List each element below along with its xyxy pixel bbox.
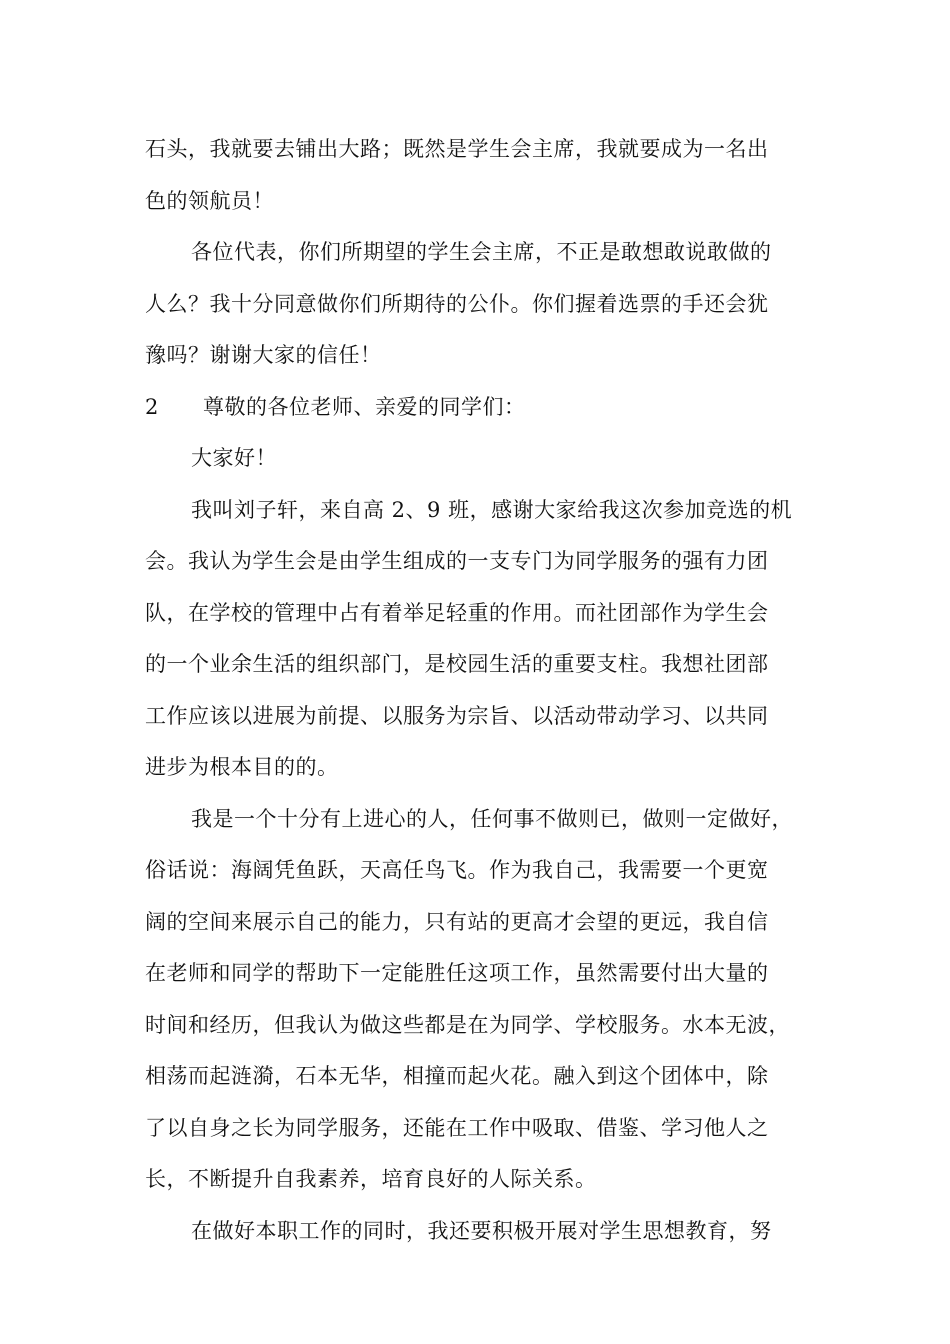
text-line: 我叫刘子轩，来自高 2、9 班，感谢大家给我这次参加竞选的机 — [191, 497, 793, 522]
text-line: 在做好本职工作的同时，我还要积极开展对学生思想教育，努 — [191, 1218, 772, 1243]
text-line: 相荡而起涟漪，石本无华，相撞而起火花。融入到这个团体中，除 — [145, 1064, 769, 1088]
text-line: 石头，我就要去铺出大路；既然是学生会主席，我就要成为一名出 — [145, 137, 769, 161]
text-line: 进步为根本目的的。 — [145, 755, 339, 779]
text-line: 会。我认为学生会是由学生组成的一支专门为同学服务的强有力团 — [145, 549, 769, 573]
text-line: 的一个业余生活的组织部门，是校园生活的重要支柱。我想社团部 — [145, 652, 769, 676]
text-line: 在老师和同学的帮助下一定能胜任这项工作，虽然需要付出大量的 — [145, 961, 769, 985]
text-line: 大家好！ — [191, 446, 277, 470]
text-line: 豫吗？谢谢大家的信任！ — [145, 343, 382, 367]
text-line: 色的领航员！ — [145, 188, 274, 213]
body-text — [145, 124, 815, 1257]
text-line: 人么？我十分同意做你们所期待的公仆。你们握着选票的手还会犹 — [145, 291, 769, 316]
text-line: 尊敬的各位老师、亲爱的同学们： — [203, 394, 526, 419]
text-line: 工作应该以进展为前提、以服务为宗旨、以活动带动学习、以共同 — [145, 703, 769, 728]
text-line: 阔的空间来展示自己的能力，只有站的更高才会望的更远，我自信 — [145, 909, 769, 934]
text-line: 各位代表，你们所期望的学生会主席，不正是敢想敢说敢做的 — [191, 240, 772, 264]
text-line: 队，在学校的管理中占有着举足轻重的作用。而社团部作为学生会 — [145, 600, 769, 625]
text-line: 俗话说：海阔凭鱼跃，天高任鸟飞。作为我自己，我需要一个更宽 — [145, 858, 769, 882]
text-line: 长，不断提升自我素养，培育良好的人际关系。 — [145, 1167, 597, 1191]
section-number: 2 — [145, 394, 159, 419]
numbered-line — [145, 382, 815, 434]
text-line: 时间和经历，但我认为做这些都是在为同学、学校服务。水本无波， — [145, 1012, 790, 1037]
text-line: 了以自身之长为同学服务，还能在工作中吸取、借鉴、学习他人之 — [145, 1115, 769, 1140]
text-line: 我是一个十分有上进心的人，任何事不做则已，做则一定做好， — [191, 806, 793, 831]
